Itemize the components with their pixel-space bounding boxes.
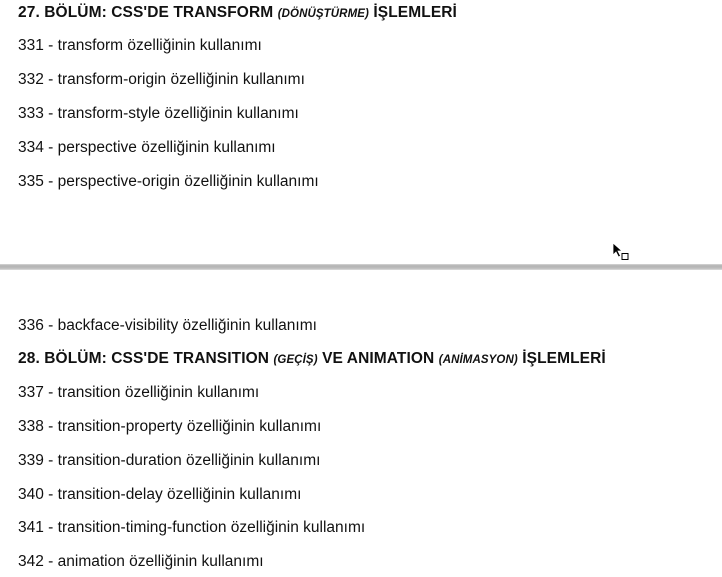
list-item: 333 - transform-style özelliğinin kullanımı (18, 105, 299, 122)
heading-subtitle: (DÖNÜŞTÜRME) (277, 8, 369, 20)
section-heading-28 (18, 350, 606, 369)
list-item: 334 - perspective özelliğinin kullanımı (18, 139, 276, 156)
section-heading-27 (18, 4, 457, 23)
heading-text: İŞLEMLERİ (373, 4, 457, 21)
heading-subtitle: (ANİMASYON) (438, 354, 518, 366)
list-item: 332 - transform-origin özelliğinin kullanımı (18, 71, 305, 88)
list-item: 341 - transition-timing-function özelliğinin kullanımı (18, 519, 366, 536)
list-item: 336 - backface-visibility özelliğinin kullanımı (18, 317, 317, 334)
list-item: 340 - transition-delay özelliğinin kullanımı (18, 486, 302, 503)
list-item: 338 - transition-property özelliğinin kullanımı (18, 418, 322, 435)
list-item: 331 - transform özelliğinin kullanımı (18, 37, 262, 54)
heading-text: 27. BÖLÜM: CSS'DE TRANSFORM (18, 4, 274, 21)
heading-text: VE ANIMATION (322, 350, 435, 367)
heading-text: 28. BÖLÜM: CSS'DE TRANSITION (18, 350, 270, 367)
heading-subtitle: (GEÇİŞ) (273, 354, 318, 366)
list-item: 335 - perspective-origin özelliğinin kullanımı (18, 173, 319, 190)
list-item: 342 - animation özelliğinin kullanımı (18, 553, 264, 570)
mouse-pointer-icon (612, 242, 630, 262)
list-item: 337 - transition özelliğinin kullanımı (18, 384, 260, 401)
document-page-bottom (0, 270, 722, 577)
document-page-top (0, 0, 722, 264)
list-item: 339 - transition-duration özelliğinin kullanımı (18, 452, 321, 469)
heading-text: İŞLEMLERİ (522, 350, 606, 367)
